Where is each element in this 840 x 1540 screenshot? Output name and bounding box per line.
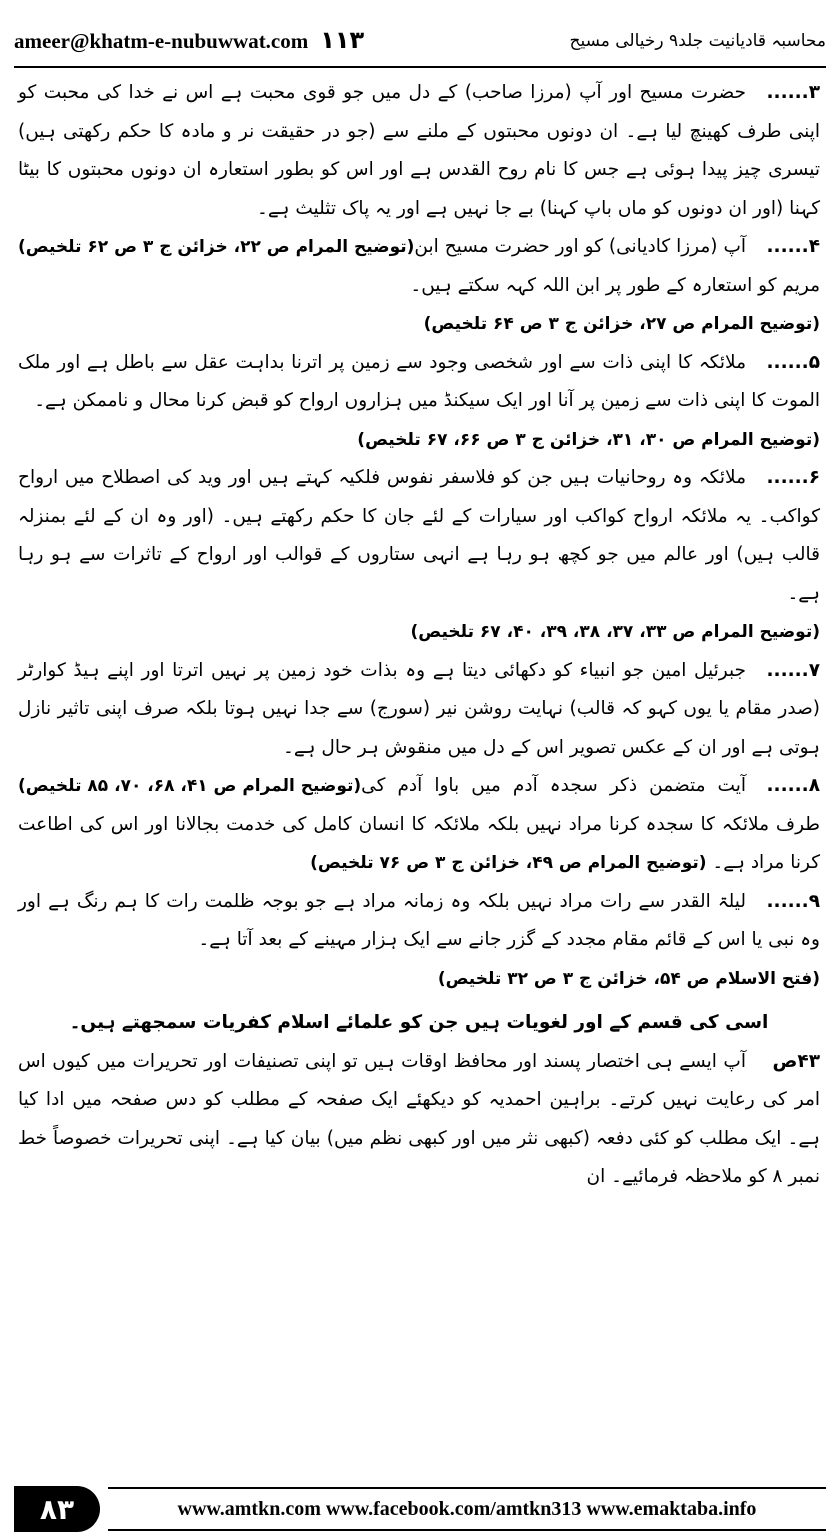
reference: (توضیح المرام ص ۳۳، ۳۷، ۳۸، ۳۹، ۴۰، ۶۷ تلخیص) [410,622,820,642]
paragraph-text: لیلۃ القدر سے رات مراد نہیں بلکہ وہ زمانہ مراد ہے جو بوجہ ظلمت رات کا ہم رنگ ہے اور وہ نبی یا اس کے قائم مقام مجدد کے گزر جانے سے ایک ہزار مہینے کے بعد آتا ہے۔ [18,890,820,950]
reference: (فتح الاسلام ص ۵۴، خزائن ج ۳ ص ۳۲ تلخیص) [437,968,820,989]
item-number: ۹...... [766,890,820,912]
item-number: ۷...... [766,659,820,681]
paragraph-text: آیت متضمن ذکر سجدہ آدم میں باوا آدم کی طرف ملائکہ کا سجدہ کرنا مراد نہیں بلکہ ملائکہ کا انسان کامل کی خدمت بجالانا اور اس کی اطاعت کرنا مراد ہے۔ [18,775,820,873]
paragraph-7 [18,652,820,796]
paragraph-3 [18,74,820,257]
header-book-title: محاسبہ قادیانیت جلد۹ رخیالی مسیح [569,30,826,51]
reference: (توضیح المرام ص ۴۱، ۶۸، ۷۰، ۸۵ تلخیص) [18,776,362,796]
paragraph-text: حضرت مسیح اور آپ (مرزا صاحب) کے دل میں جو قوی محبت ہے اس نے خدا کی محبت کو اپنی طرف کھینچ لیا ہے۔ ان دونوں محبتوں کے ملنے سے (جو در حقیقت نر و مادہ کا حکم رکھتی ہیں) تیسری چیز پیدا ہوئی ہے جس کا نام روح القدس ہے اور اس کو بطور استعارہ ان دونوں محبتوں کا بیٹا کہنا (اور ان دونوں کو ماں باپ کہنا) بے جا نہیں ہے اور یہ پاک تثلیث ہے۔ [18,82,820,219]
header-page-number: ۱۱۳ [320,26,365,54]
paragraph-text: جبرئیل امین جو انبیاء کو دکھائی دیتا ہے وہ بذات خود زمین پر نہیں اترتا اور اپنے ہیڈ کوارٹر (صدر مقام یا یوں کہو کہ قالب) نہایت روشن نیر (سورج) سے جدا نہیں ہوتا بلکہ صرف اپنی تاثیر نازل ہوتی ہے اور ان کے عکس تصویر اس کے دل میں منقوش ہر حال ہے۔ [18,659,820,758]
paragraph-text: آپ ایسے ہی اختصار پسند اور محافظ اوقات ہیں تو اپنی تصنیفات اور تحریرات میں کیوں اس امر کی رعایت نہیں کرتے۔ براہین احمدیہ کو دیکھئے ایک صفحہ کے مطلب کو دس صفحہ میں ادا کیا ہے۔ ایک مطلب کو کئی دفعہ (کبھی نثر میں اور کبھی نظم میں) بیان کیا ہے۔ اپنی تحریرات خصوصاً خط نمبر ۸ کو ملاحظہ فرمائیے۔ ان [18,1050,820,1187]
reference: (توضیح المرام ص ۴۹، خزائن ج ۳ ص ۷۶ تلخیص) [310,853,707,873]
page-content [18,74,820,1197]
paragraph-text: ملائکہ کا اپنی ذات سے اور شخصی وجود سے زمین پر اترنا بداہت عقل سے باطل ہے اور ملک الموت کا اپنی ذات سے زمین پر آنا اور ایک سیکنڈ میں ہزاروں ارواح کو قبض کرنا محال و ناممکن ہے۔ [18,351,820,411]
header-left [14,26,364,54]
footer-page-number: ۸۳ [14,1486,100,1532]
paragraph-text: ملائکہ وہ روحانیات ہیں جن کو فلاسفر نفوس فلکیہ کہتے ہیں اور وید کی اصطلاح میں ارواح کواکب۔ یہ ملائکہ ارواح کواکب اور سیارات کے لئے جان کا حکم رکھتے ہیں۔ (اور وہ ان کے لئے بمنزلہ قالب ہیں) اور عالم میں جو کچھ ہو رہا ہے انہی ستاروں کے قوالب اور ارواح کے تاثرات سے ہو رہا ہے۔ [18,467,820,604]
paragraph-text: آپ (مرزا کادیانی) کو اور حضرت مسیح ابن مریم کو استعارہ کے طور پر ابن اللہ کہہ سکتے ہیں۔ [410,236,820,296]
header-email: ameer@khatm-e-nubuwwat.com [14,29,309,53]
closing-line: اسی کی قسم کے اور لغویات ہیں جن کو علمائے اسلام کفریات سمجھتے ہیں۔ [69,1012,769,1033]
paragraph-5 [18,344,820,421]
page-footer [14,1486,826,1532]
item-number: ۴...... [766,236,820,257]
reference: (توضیح المرام ص ۲۷، خزائن ج ۳ ص ۶۴ تلخیص) [423,314,820,334]
item-number: ۳...... [766,82,820,103]
paragraph-6 [18,459,820,613]
section-marker: ۴۳ص [772,1050,820,1072]
header-rule [14,66,826,68]
item-number: ۵...... [766,351,820,373]
footer-links[interactable]: www.amtkn.com www.facebook.com/amtkn313 www.emaktaba.info [108,1487,826,1531]
paragraph-9 [18,883,820,960]
paragraph-8 [18,767,820,883]
page-header [14,22,826,58]
paragraph-final [18,1043,820,1197]
paragraph-4 [18,228,820,305]
reference: (توضیح المرام ص ۲۲، خزائن ج ۳ ص ۶۲ تلخیص) [18,237,415,257]
item-number: ۶...... [766,467,820,488]
reference: (توضیح المرام ص ۳۰، ۳۱، خزائن ج ۳ ص ۶۶، ۶۷ تلخیص) [357,429,820,450]
item-number: ۸...... [766,775,820,796]
